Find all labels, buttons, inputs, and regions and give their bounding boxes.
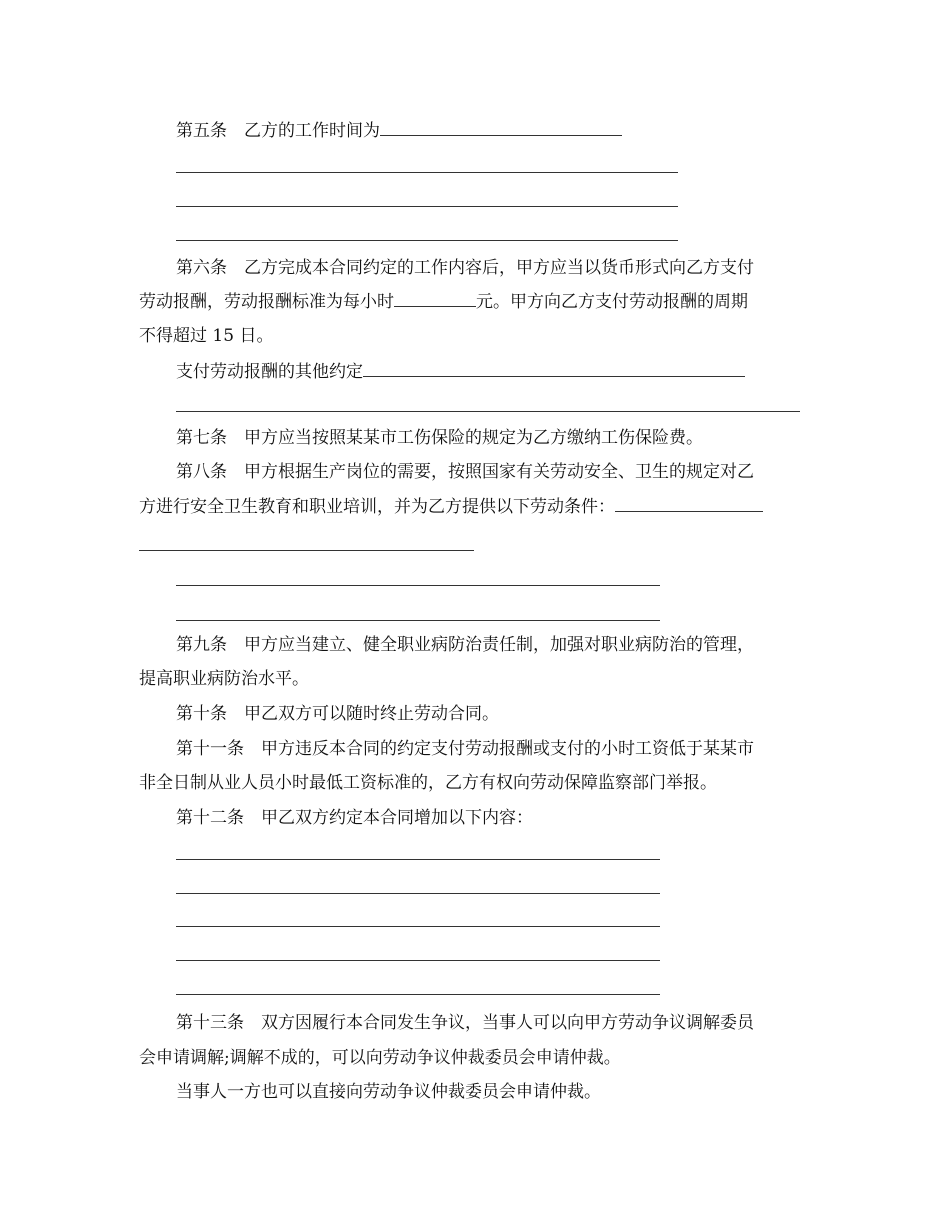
article-6-line-1 (176, 257, 754, 279)
article-11-number: 第十一条 (176, 739, 244, 759)
article-9-text: 甲方应当建立、健全职业病防治责任制，加强对职业病防治的管理， (244, 635, 754, 655)
additional-terms-blank-line[interactable] (176, 893, 660, 894)
other-payment-terms-line (176, 361, 745, 383)
article-9-line-1 (176, 634, 754, 656)
article-13-line-2: 会申请调解;调解不成的，可以向劳动争议仲裁委员会申请仲裁。 (139, 1048, 621, 1068)
article-11-line-2: 非全日制从业人员小时最低工资标准的，乙方有权向劳动保障监察部门举报。 (139, 773, 717, 793)
work-hours-blank-line[interactable] (176, 206, 678, 207)
article-10-text: 甲乙双方可以随时终止劳动合同。 (244, 704, 499, 724)
additional-terms-blank-line[interactable] (176, 859, 660, 860)
labor-conditions-blank-line[interactable] (176, 620, 660, 621)
other-payment-terms-blank[interactable] (363, 362, 745, 377)
article-7-line (176, 427, 703, 449)
article-7-number: 第七条 (176, 428, 227, 448)
work-hours-blank-line[interactable] (176, 240, 678, 241)
article-5-text: 乙方的工作时间为 (244, 121, 380, 141)
article-6-line-3: 不得超过 15 日。 (139, 326, 274, 346)
hourly-wage-blank[interactable] (394, 292, 476, 307)
work-hours-blank-line[interactable] (176, 172, 678, 173)
article-5-number: 第五条 (176, 121, 227, 141)
article-11-text: 甲方违反本合同的约定支付劳动报酬或支付的小时工资低于某某市 (261, 739, 754, 759)
labor-conditions-blank[interactable] (615, 497, 763, 512)
article-12-line (176, 807, 533, 829)
article-12-number: 第十二条 (176, 808, 244, 828)
article-6-text: 元。甲方向乙方支付劳动报酬的周期 (476, 292, 748, 312)
article-8-line-1 (176, 461, 754, 483)
article-9-number: 第九条 (176, 635, 227, 655)
article-7-text: 甲方应当按照某某市工伤保险的规定为乙方缴纳工伤保险费。 (244, 428, 703, 448)
additional-terms-blank-line[interactable] (176, 926, 660, 927)
article-8-text: 方进行安全卫生教育和职业培训，并为乙方提供以下劳动条件： (139, 497, 615, 517)
article-13-line-1 (176, 1012, 754, 1034)
article-10-number: 第十条 (176, 704, 227, 724)
additional-terms-blank-line[interactable] (176, 960, 660, 961)
additional-terms-blank-line[interactable] (176, 994, 660, 995)
article-9-line-2: 提高职业病防治水平。 (139, 669, 309, 689)
article-10-line (176, 703, 499, 725)
article-6-number: 第六条 (176, 258, 227, 278)
article-13-number: 第十三条 (176, 1013, 244, 1033)
article-6-text: 乙方完成本合同约定的工作内容后，甲方应当以货币形式向乙方支付 (244, 258, 754, 278)
article-8-text: 甲方根据生产岗位的需要，按照国家有关劳动安全、卫生的规定对乙 (244, 462, 754, 482)
labor-conditions-blank-line[interactable] (176, 585, 660, 586)
article-13-line-3: 当事人一方也可以直接向劳动争议仲裁委员会申请仲裁。 (176, 1082, 601, 1102)
other-payment-terms-label: 支付劳动报酬的其他约定 (176, 362, 363, 382)
article-11-line-1 (176, 738, 754, 760)
article-13-text: 双方因履行本合同发生争议，当事人可以向甲方劳动争议调解委员 (261, 1013, 754, 1033)
article-8-line-2 (139, 496, 763, 518)
article-12-text: 甲乙双方约定本合同增加以下内容： (261, 808, 533, 828)
article-6-text: 劳动报酬，劳动报酬标准为每小时 (139, 292, 394, 312)
other-payment-terms-blank-line[interactable] (176, 411, 800, 412)
labor-conditions-blank-line[interactable] (139, 550, 474, 551)
work-hours-blank[interactable] (380, 121, 622, 136)
article-5-line (176, 120, 622, 142)
article-6-line-2 (139, 291, 748, 313)
article-8-number: 第八条 (176, 462, 227, 482)
